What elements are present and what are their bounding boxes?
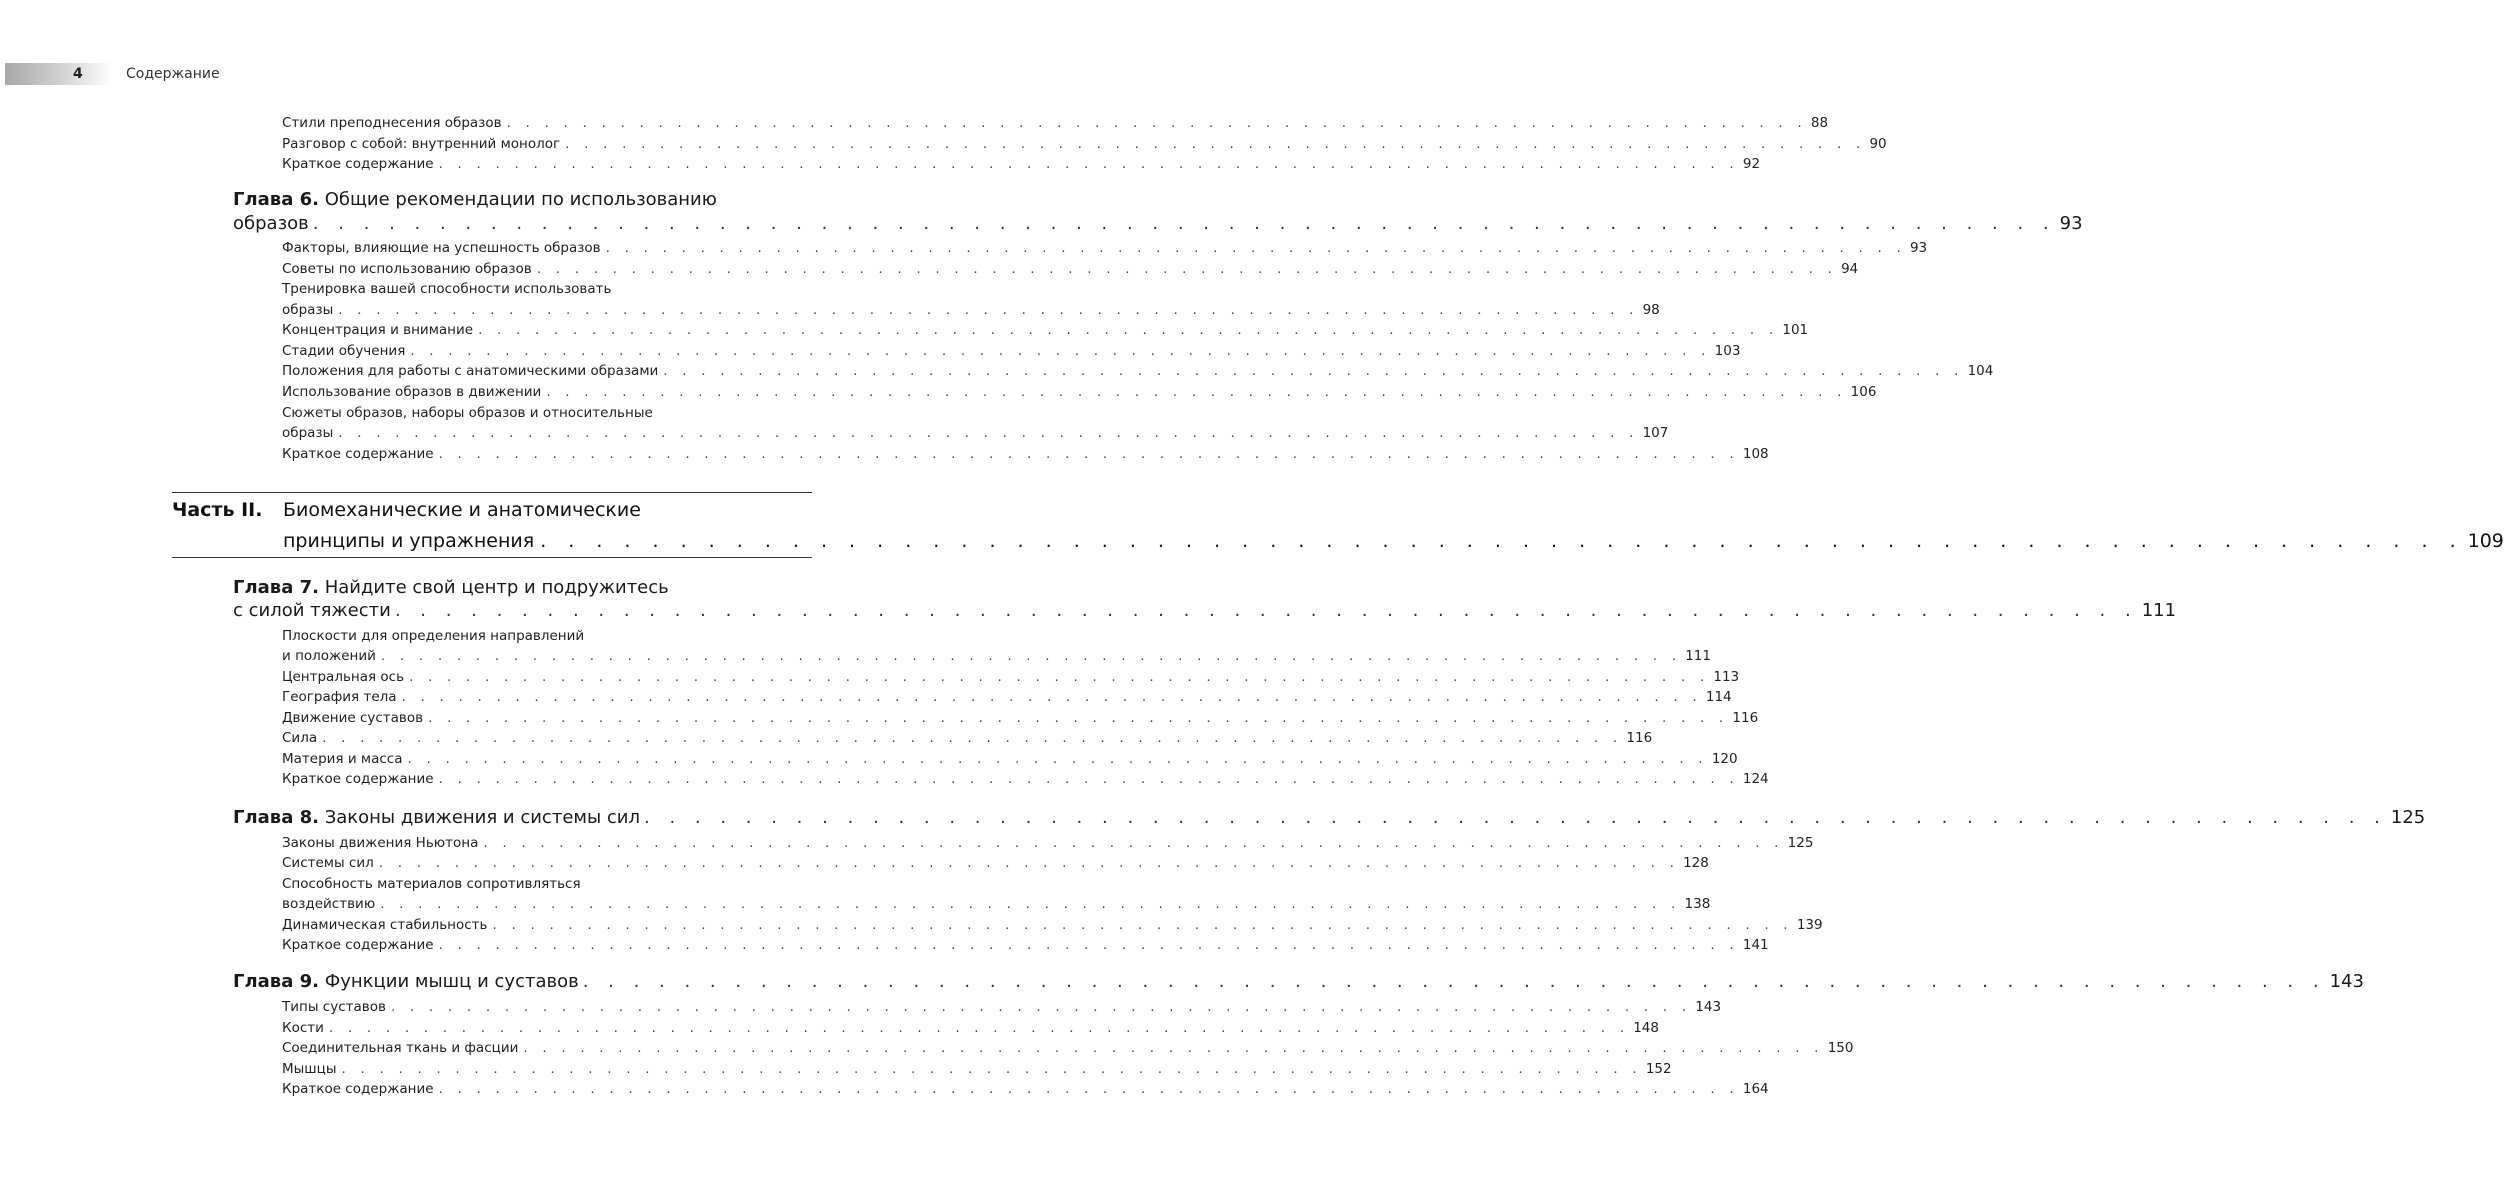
toc-entry-page: 90	[1869, 136, 1887, 152]
chapter-title-cont: с силой тяжести	[233, 600, 391, 621]
toc-entry-title: Способность материалов сопротивляться	[282, 876, 581, 892]
toc-entry-page: 104	[1967, 363, 1994, 379]
dot-leader: . . . . . . . . . . . . . . . . . . . . . . . . . . . . . . . . . . . . . . . . . . . . . . . . . . . . . . . . . . . . . . . . . . . . .	[540, 530, 2464, 552]
toc-entry-line1[interactable]	[282, 279, 812, 299]
chapter-label: Глава 7.	[233, 577, 319, 598]
chapter-page: 143	[2329, 971, 2364, 992]
toc-entry-title: Движение суставов	[282, 710, 424, 726]
toc-entry-title: Динамическая стабильность	[282, 917, 488, 933]
dot-leader: . . . . . . . . . . . . . . . . . . . . . . . . . . . . . . . . . . . . . . . . . . . . . . . . . . . . . . . . . . . . . . . . . . . . .	[438, 446, 1739, 462]
toc-entry-title: Краткое содержание	[282, 937, 434, 953]
dot-leader: . . . . . . . . . . . . . . . . . . . . . . . . . . . . . . . . . . . . . . . . . . . . . . . . . . . . . . . . . . . . . . . . . . . . .	[312, 213, 2056, 234]
page-number: 4	[73, 66, 83, 82]
toc-entry-page: 108	[1742, 446, 1769, 462]
toc-entry[interactable]	[282, 1038, 1854, 1058]
toc-entry-title: Краткое содержание	[282, 1081, 434, 1097]
toc-entry-page: 92	[1742, 156, 1761, 172]
toc-entry-page: 148	[1633, 1020, 1659, 1036]
toc-entry[interactable]	[282, 687, 1732, 707]
toc-entry[interactable]	[282, 113, 1829, 133]
toc-entry-title-cont: образы	[282, 302, 334, 318]
part-title[interactable]: Биомеханические и анатомические	[283, 499, 641, 521]
toc-entry-page: 141	[1742, 937, 1769, 953]
toc-entry-page: 94	[1841, 261, 1859, 277]
toc-entry-page: 124	[1742, 771, 1769, 787]
dot-leader: . . . . . . . . . . . . . . . . . . . . . . . . . . . . . . . . . . . . . . . . . . . . . . . . . . . . . . . . . . . . . . . . . . . . .	[438, 1081, 1739, 1097]
dot-leader: . . . . . . . . . . . . . . . . . . . . . . . . . . . . . . . . . . . . . . . . . . . . . . . . . . . . . . . . . . . . . . . . . . . . .	[428, 710, 1729, 726]
chapter-title: Общие рекомендации по использованию	[324, 189, 717, 210]
toc-entry-line1[interactable]	[282, 403, 812, 423]
dot-leader: . . . . . . . . . . . . . . . . . . . . . . . . . . . . . . . . . . . . . . . . . . . . . . . . . . . . . . . . . . . . . . . . . . . . .	[605, 240, 1906, 256]
chapter-8-heading[interactable]	[233, 805, 2426, 831]
toc-entry-page: 106	[1850, 384, 1877, 400]
part-label: Часть II.	[172, 499, 263, 521]
dot-leader: . . . . . . . . . . . . . . . . . . . . . . . . . . . . . . . . . . . . . . . . . . . . . . . . . . . . . . . . . . . . . . . . . . . . .	[663, 363, 1964, 379]
toc-entry[interactable]	[282, 238, 1928, 258]
toc-entry-page: 98	[1642, 302, 1660, 318]
toc-entry-title-cont: и положений	[282, 648, 376, 664]
part-title-cont: принципы и упражнения	[283, 530, 535, 552]
part-bottom-rule	[172, 557, 812, 558]
toc-entry-page: 164	[1742, 1081, 1769, 1097]
chapter-title-cont: образов	[233, 213, 309, 234]
chapter-title: Законы движения и системы сил	[324, 807, 641, 828]
toc-entry-page: 114	[1705, 689, 1732, 705]
toc-entry[interactable]	[282, 361, 1994, 381]
toc-entry-page: 116	[1626, 730, 1653, 746]
dot-leader: . . . . . . . . . . . . . . . . . . . . . . . . . . . . . . . . . . . . . . . . . . . . . . . . . . . . . . . . . . . . . . . . . . . . .	[328, 1020, 1630, 1036]
dot-leader: . . . . . . . . . . . . . . . . . . . . . . . . . . . . . . . . . . . . . . . . . . . . . . . . . . . . . . . . . . . . . . . . . . . . .	[410, 343, 1711, 359]
toc-entry-title: Сила	[282, 730, 318, 746]
dot-leader: . . . . . . . . . . . . . . . . . . . . . . . . . . . . . . . . . . . . . . . . . . . . . . . . . . . . . . . . . . . . . . . . . . . . .	[390, 999, 1692, 1015]
toc-entry-line1[interactable]	[282, 626, 812, 646]
dot-leader: . . . . . . . . . . . . . . . . . . . . . . . . . . . . . . . . . . . . . . . . . . . . . . . . . . . . . . . . . . . . . . . . . . . . .	[478, 322, 1779, 338]
dot-leader: . . . . . . . . . . . . . . . . . . . . . . . . . . . . . . . . . . . . . . . . . . . . . . . . . . . . . . . . . . . . . . . . . . . . .	[582, 971, 2326, 992]
toc-entry-page: 125	[1787, 835, 1814, 851]
toc-entry-page: 103	[1714, 343, 1741, 359]
dot-leader: . . . . . . . . . . . . . . . . . . . . . . . . . . . . . . . . . . . . . . . . . . . . . . . . . . . . . . . . . . . . . . . . . . . . .	[322, 730, 1623, 746]
toc-entry-title-cont: образы	[282, 425, 334, 441]
chapter-label: Глава 8.	[233, 807, 319, 828]
toc-entry-page: 138	[1684, 896, 1711, 912]
chapter-9-heading[interactable]	[233, 969, 2364, 995]
toc-entry[interactable]	[282, 646, 1711, 666]
toc-entry-title: Концентрация и внимание	[282, 322, 474, 338]
toc-entry-page: 113	[1713, 669, 1740, 685]
toc-entry-page: 88	[1810, 115, 1829, 131]
dot-leader: . . . . . . . . . . . . . . . . . . . . . . . . . . . . . . . . . . . . . . . . . . . . . . . . . . . . . . . . . . . . . . . . . . . . .	[401, 689, 1702, 705]
chapter-title: Найдите свой центр и подружитесь	[324, 577, 669, 598]
chapter-page: 125	[2390, 807, 2426, 828]
toc-entry[interactable]	[282, 749, 1738, 769]
toc-entry-title: Соединительная ткань и фасции	[282, 1040, 519, 1056]
toc-entry-page: 143	[1695, 999, 1722, 1015]
toc-entry[interactable]	[282, 259, 1859, 279]
toc-entry[interactable]	[282, 728, 1653, 748]
toc-entry[interactable]	[282, 915, 1823, 935]
toc-entry-page: 107	[1642, 425, 1669, 441]
toc-entry-page: 116	[1732, 710, 1759, 726]
toc-entry[interactable]	[282, 1059, 1672, 1079]
toc-entry[interactable]	[282, 769, 1769, 789]
toc-entry-title: Советы по использованию образов	[282, 261, 532, 277]
toc-entry-page: 93	[1909, 240, 1928, 256]
dot-leader: . . . . . . . . . . . . . . . . . . . . . . . . . . . . . . . . . . . . . . . . . . . . . . . . . . . . . . . . . . . . . . . . . . . . .	[438, 156, 1739, 172]
toc-entry-title: Сюжеты образов, наборы образов и относительные	[282, 405, 653, 421]
dot-leader: . . . . . . . . . . . . . . . . . . . . . . . . . . . . . . . . . . . . . . . . . . . . . . . . . . . . . . . . . . . . . . . . . . . . .	[565, 136, 1866, 152]
toc-entry-page: 152	[1645, 1061, 1672, 1077]
dot-leader: . . . . . . . . . . . . . . . . . . . . . . . . . . . . . . . . . . . . . . . . . . . . . . . . . . . . . . . . . . . . . . . . . . . . .	[338, 302, 1639, 318]
dot-leader: . . . . . . . . . . . . . . . . . . . . . . . . . . . . . . . . . . . . . . . . . . . . . . . . . . . . . . . . . . . . . . . . . . . . .	[338, 425, 1639, 441]
toc-entry-title: Факторы, влияющие на успешность образов	[282, 240, 601, 256]
toc-entry[interactable]	[282, 1018, 1659, 1038]
toc-entry-title: Краткое содержание	[282, 156, 434, 172]
part-page: 109	[2467, 530, 2504, 552]
chapter-page: 111	[2141, 600, 2177, 621]
toc-entry-title: Тренировка вашей способности использовать	[282, 281, 612, 297]
dot-leader: . . . . . . . . . . . . . . . . . . . . . . . . . . . . . . . . . . . . . . . . . . . . . . . . . . . . . . . . . . . . . . . . . . . . .	[644, 807, 2387, 828]
toc-entry[interactable]	[282, 154, 1761, 174]
part-top-rule	[172, 492, 812, 493]
chapter-6-heading-line2[interactable]	[233, 211, 2083, 237]
toc-entry-page: 150	[1827, 1040, 1854, 1056]
toc-entry[interactable]	[282, 382, 1877, 402]
toc-entry[interactable]	[282, 300, 1660, 320]
toc-entry[interactable]	[282, 667, 1740, 687]
dot-leader: . . . . . . . . . . . . . . . . . . . . . . . . . . . . . . . . . . . . . . . . . . . . . . . . . . . . . . . . . . . . . . . . . . . . .	[523, 1040, 1824, 1056]
dot-leader: . . . . . . . . . . . . . . . . . . . . . . . . . . . . . . . . . . . . . . . . . . . . . . . . . . . . . . . . . . . . . . . . . . . . .	[438, 771, 1739, 787]
dot-leader: . . . . . . . . . . . . . . . . . . . . . . . . . . . . . . . . . . . . . . . . . . . . . . . . . . . . . . . . . . . . . . . . . . . . .	[438, 937, 1739, 953]
dot-leader: . . . . . . . . . . . . . . . . . . . . . . . . . . . . . . . . . . . . . . . . . . . . . . . . . . . . . . . . . . . . . . . . . . . . .	[536, 261, 1838, 277]
toc-entry-title: Использование образов в движении	[282, 384, 542, 400]
dot-leader: . . . . . . . . . . . . . . . . . . . . . . . . . . . . . . . . . . . . . . . . . . . . . . . . . . . . . . . . . . . . . . . . . . . . .	[394, 600, 2138, 621]
toc-entry[interactable]	[282, 853, 1709, 873]
part-title-line2[interactable]	[283, 527, 2504, 555]
dot-leader: . . . . . . . . . . . . . . . . . . . . . . . . . . . . . . . . . . . . . . . . . . . . . . . . . . . . . . . . . . . . . . . . . . . . .	[506, 115, 1807, 131]
toc-entry[interactable]	[282, 134, 1887, 154]
toc-entry-title: Положения для работы с анатомическими образами	[282, 363, 659, 379]
toc-entry-title: Плоскости для определения направлений	[282, 628, 585, 644]
dot-leader: . . . . . . . . . . . . . . . . . . . . . . . . . . . . . . . . . . . . . . . . . . . . . . . . . . . . . . . . . . . . . . . . . . . . .	[407, 751, 1708, 767]
toc-entry-title: Центральная ось	[282, 669, 405, 685]
dot-leader: . . . . . . . . . . . . . . . . . . . . . . . . . . . . . . . . . . . . . . . . . . . . . . . . . . . . . . . . . . . . . . . . . . . . .	[546, 384, 1847, 400]
toc-entry-title-cont: воздействию	[282, 896, 376, 912]
dot-leader: . . . . . . . . . . . . . . . . . . . . . . . . . . . . . . . . . . . . . . . . . . . . . . . . . . . . . . . . . . . . . . . . . . . . .	[409, 669, 1710, 685]
toc-entry-title: География тела	[282, 689, 397, 705]
chapter-label: Глава 9.	[233, 971, 319, 992]
toc-entry-title: Мышцы	[282, 1061, 337, 1077]
toc-entry-line1[interactable]	[282, 874, 812, 894]
toc-entry-title: Типы суставов	[282, 999, 386, 1015]
header-gradient-bar	[5, 63, 113, 85]
dot-leader: . . . . . . . . . . . . . . . . . . . . . . . . . . . . . . . . . . . . . . . . . . . . . . . . . . . . . . . . . . . . . . . . . . . . .	[380, 896, 1681, 912]
toc-entry[interactable]	[282, 341, 1741, 361]
dot-leader: . . . . . . . . . . . . . . . . . . . . . . . . . . . . . . . . . . . . . . . . . . . . . . . . . . . . . . . . . . . . . . . . . . . . .	[380, 648, 1682, 664]
toc-entry-title: Краткое содержание	[282, 771, 434, 787]
toc-entry[interactable]	[282, 1079, 1769, 1099]
toc-entry[interactable]	[282, 708, 1759, 728]
toc-entry[interactable]	[282, 444, 1769, 464]
toc-entry-title: Системы сил	[282, 855, 374, 871]
toc-entry-title: Кости	[282, 1020, 324, 1036]
chapter-title: Функции мышц и суставов	[324, 971, 579, 992]
dot-leader: . . . . . . . . . . . . . . . . . . . . . . . . . . . . . . . . . . . . . . . . . . . . . . . . . . . . . . . . . . . . . . . . . . . . .	[492, 917, 1793, 933]
toc-entry[interactable]	[282, 320, 1809, 340]
dot-leader: . . . . . . . . . . . . . . . . . . . . . . . . . . . . . . . . . . . . . . . . . . . . . . . . . . . . . . . . . . . . . . . . . . . . .	[378, 855, 1680, 871]
dot-leader: . . . . . . . . . . . . . . . . . . . . . . . . . . . . . . . . . . . . . . . . . . . . . . . . . . . . . . . . . . . . . . . . . . . . .	[341, 1061, 1642, 1077]
toc-entry-title: Стили преподнесения образов	[282, 115, 502, 131]
toc-entry-page: 120	[1711, 751, 1738, 767]
toc-entry[interactable]	[282, 894, 1711, 914]
chapter-label: Глава 6.	[233, 189, 319, 210]
toc-entry[interactable]	[282, 935, 1769, 955]
toc-entry[interactable]	[282, 833, 1814, 853]
chapter-6-heading[interactable]	[233, 187, 812, 213]
chapter-7-heading-line2[interactable]	[233, 598, 2177, 624]
toc-entry-page: 111	[1685, 648, 1711, 664]
toc-entry-title: Материя и масса	[282, 751, 403, 767]
toc-entry-title: Разговор с собой: внутренний монолог	[282, 136, 561, 152]
toc-entry[interactable]	[282, 997, 1722, 1017]
toc-entry-page: 128	[1683, 855, 1709, 871]
running-header-title: Содержание	[126, 66, 220, 82]
toc-entry-title: Стадии обучения	[282, 343, 406, 359]
dot-leader: . . . . . . . . . . . . . . . . . . . . . . . . . . . . . . . . . . . . . . . . . . . . . . . . . . . . . . . . . . . . . . . . . . . . .	[483, 835, 1784, 851]
toc-entry-title: Законы движения Ньютона	[282, 835, 479, 851]
toc-entry-page: 101	[1782, 322, 1809, 338]
toc-entry-page: 139	[1796, 917, 1823, 933]
chapter-page: 93	[2059, 213, 2083, 234]
toc-entry-title: Краткое содержание	[282, 446, 434, 462]
toc-entry[interactable]	[282, 423, 1669, 443]
